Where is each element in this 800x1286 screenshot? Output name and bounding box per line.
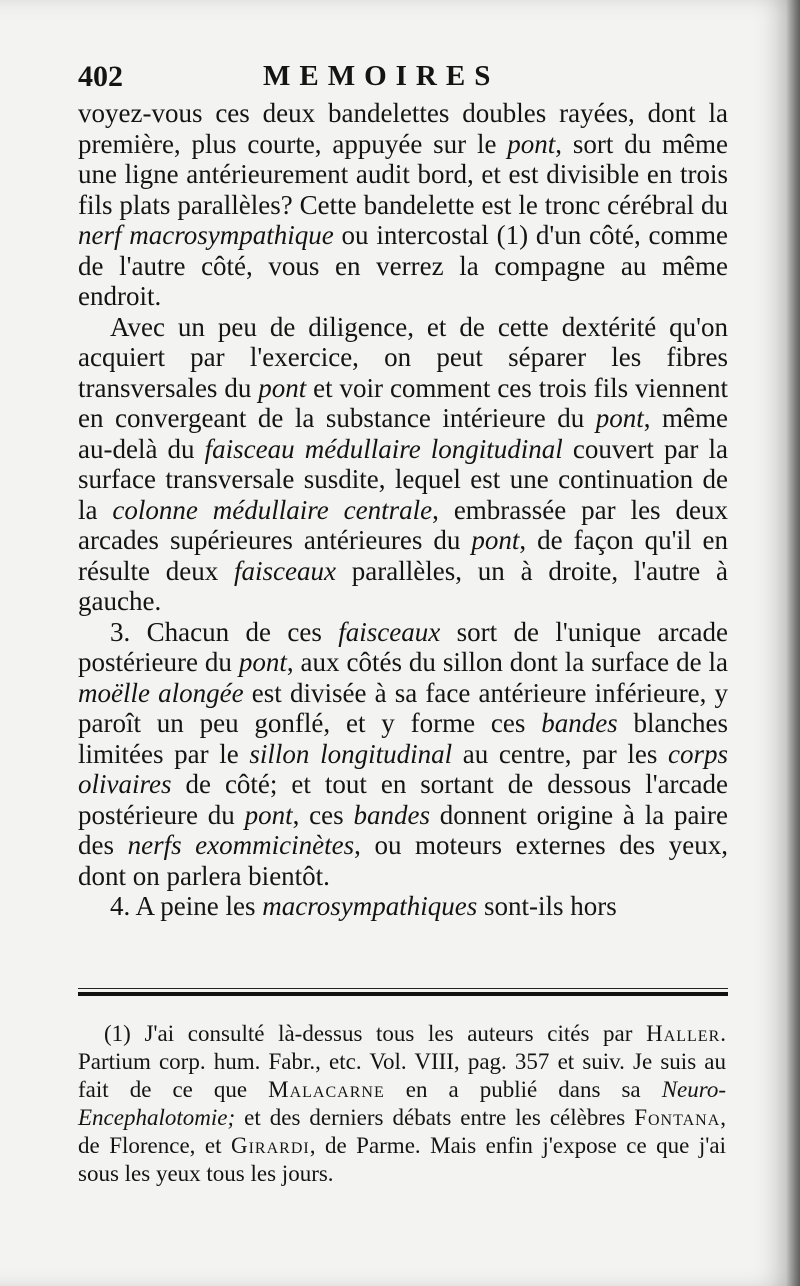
footnote-rule-thin (78, 988, 728, 989)
italic-term: pont (471, 525, 520, 555)
page-edge-shadow (786, 0, 800, 1286)
paragraph-section-3 (78, 617, 728, 892)
text-run: . Partium corp. hum. Fabr., etc. Vol. VIII, pag. 357 et suiv. Je suis au fait de ce que (78, 1021, 726, 1102)
text-run: , aux côtés du sillon dont la surface de la (286, 647, 728, 677)
italic-term: colonne médullaire centrale (112, 494, 433, 525)
page-number: 402 (78, 60, 123, 93)
text-run: , sort du même une ligne antérieurement audit bord, et est divisible en trois fils plats parallèles? Cette bandelette est le tronc cérébral du (78, 128, 728, 220)
text-run: est divisée à sa face antérieure inférieure, y paroît un peu gonflé, et y forme ces (78, 677, 728, 738)
italic-term: pont (595, 403, 644, 433)
text-run: , ou moteurs externes des yeux, dont on parlera bientôt. (78, 830, 728, 891)
italic-term: nerf macrosympathique (78, 220, 334, 250)
page-header (78, 58, 728, 98)
text-run: Avec un peu de diligence, et de cette dextérité qu'on acquiert par l'exercice, on peut séparer les fibres transversales du (78, 311, 728, 403)
text-run: , de Florence, et (78, 1105, 726, 1158)
text-run: sort de l'unique arcade postérieure du (78, 616, 729, 677)
italic-term: bandes (541, 708, 618, 738)
italic-term: pont (244, 799, 293, 830)
author-name: Haller (646, 1021, 721, 1046)
italic-term: bandes (353, 799, 430, 830)
text-run: de côté; et tout en sortant de dessous l'arcade postérieure du (78, 769, 728, 830)
italic-term: faisceau médullaire longitudinal (204, 433, 563, 464)
text-run: , de Parme. Mais enfin j'expose ce que j'ai sous les yeux tous les jours. (78, 1133, 726, 1186)
italic-term: macrosympathiques (262, 891, 478, 921)
italic-term: Neuro-Encephalotomie; (78, 1077, 726, 1130)
text-run: ou intercostal (1) d'un côté, comme de l'autre côté, vous en verrez la compagne au même endroit. (78, 220, 728, 311)
text-run: , de façon qu'il en résulte deux (78, 525, 728, 586)
text-run: au centre, par les (452, 738, 668, 769)
main-text (78, 98, 728, 922)
running-title: MEMOIRES (263, 60, 500, 92)
italic-term: moëlle alongée (78, 677, 244, 708)
text-run: voyez-vous ces deux bandelettes doubles rayées, dont la première, plus courte, appuyée sur le (78, 98, 728, 159)
paragraph-continuation (78, 98, 728, 312)
italic-term: nerfs exommicinètes (127, 830, 355, 860)
text-run: couvert par la surface transversale susdite, lequel est une continuation de la (78, 433, 728, 525)
text-run: donnent origine à la paire des (78, 799, 728, 860)
italic-term: pont (238, 647, 287, 677)
text-run: , ces (292, 799, 354, 830)
paragraph-section-4 (78, 891, 728, 922)
italic-term: sillon longitudinal (249, 738, 453, 769)
footnote-rule-thick (78, 992, 728, 996)
italic-term: faisceaux (338, 616, 441, 647)
text-run: sont-ils hors (477, 891, 617, 921)
author-name: Malacarne (268, 1077, 385, 1102)
text-run: et voir comment ces trois fils viennent en convergeant de la substance intérieure du (78, 372, 728, 433)
text-run: (1) J'ai consulté là-dessus tous les auteurs cités par (104, 1021, 647, 1046)
text-run: 4. A peine les (110, 891, 263, 921)
text-run: blanches limitées par le (78, 708, 728, 769)
text-run: 3. Chacun de ces (110, 616, 339, 647)
text-run: et des derniers débats entre les célèbres (235, 1105, 635, 1130)
text-run: en a publié dans sa (384, 1077, 662, 1102)
author-name: Girardi (230, 1133, 310, 1158)
paragraph-diligence (78, 312, 728, 617)
author-name: Fontana (634, 1105, 721, 1130)
footnote (78, 1020, 726, 1188)
footnote-text (78, 1020, 726, 1188)
text-run: , même au-delà du (78, 403, 728, 464)
text-run: , embrassée par les deux arcades supérieures antérieures du (78, 494, 728, 555)
italic-term: pont (258, 372, 307, 403)
text-run: parallèles, un à droite, l'autre à gauche. (78, 555, 728, 616)
italic-term: pont (507, 128, 556, 159)
italic-term: corps olivaires (78, 738, 728, 799)
italic-term: faisceaux (234, 555, 337, 586)
